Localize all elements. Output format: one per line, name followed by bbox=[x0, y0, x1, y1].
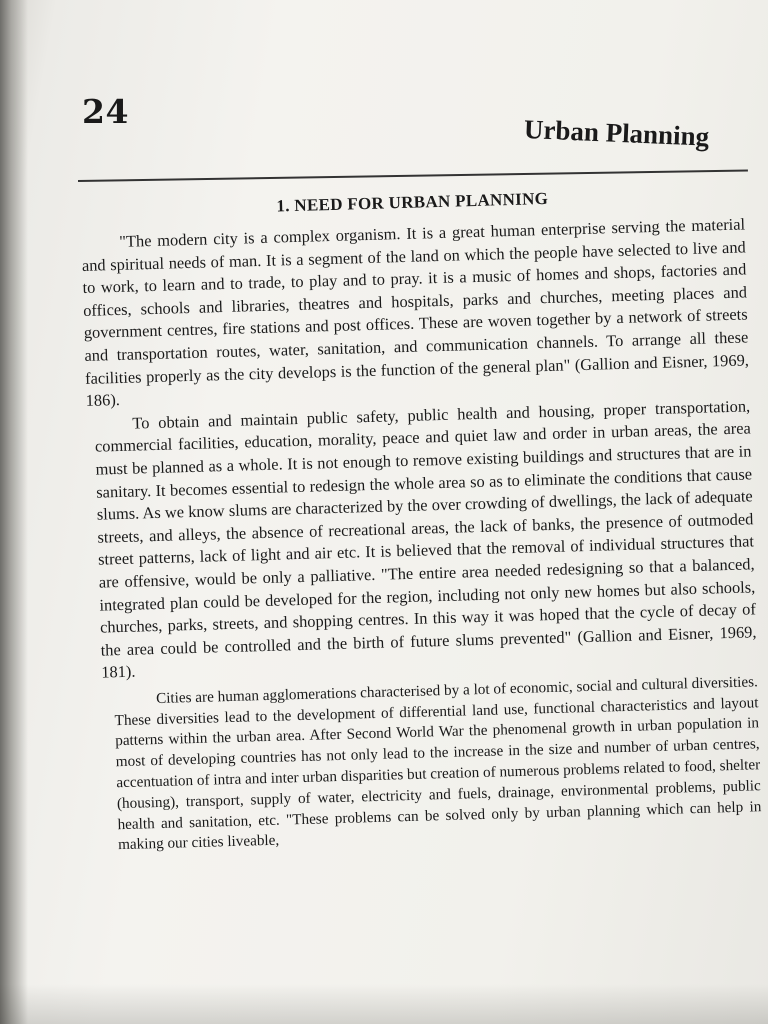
page-binding-shadow bbox=[0, 0, 28, 1024]
page-bottom-shadow bbox=[0, 984, 768, 1024]
paragraph-1: "The modern city is a complex organism. It is a great human enterprise serving the material and spiritual needs of man. It is a segment of the land on which the people have selected to live and to work, to learn and to trade, to play and to pray. it is a music of homes and shops, factories and offices, schools and libraries, theatres and hospitals, parks and churches, meeting places and government centres, fire stations and post offices. These are woven together by a network of streets and transportation routes, water, sanitation, and communication channels. To arrange all these facilities properly as the city develops is the function of the general plan" (Gallion and Eisner, 1969, 186). bbox=[81, 214, 750, 411]
section-heading: 1. NEED FOR URBAN PLANNING bbox=[276, 188, 549, 216]
paragraph-3: Cities are human agglomerations characterised by a lot of economic, social and cultural diversities. These diversities lead to the development of differential land use, functional characteristics and layout patterns within the urban area. After Second World War the phenomenal growth in urban population in most of developing countries has not only lead to the increase in the size and number of urban centres, accentuation of intra and inter urban disparities but creation of numerous problems related to food, shelter (housing), transport, supply of water, electricity and fuels, drainage, environmental problems, public health and sanitation, etc. "These problems can be solved only by urban planning which can help in making our cities liveable, bbox=[114, 673, 762, 854]
chapter-number: 24 bbox=[82, 92, 129, 131]
chapter-title: Urban Planning bbox=[523, 114, 710, 152]
chapter-body bbox=[80, 177, 762, 857]
paragraph-2: To obtain and maintain public safety, public health and housing, proper transportation, commercial facilities, education, morality, peace and quiet law and order in urban areas, the area must be planned as a whole. It is not enough to remove existing buildings and structures that are in sanitary. It becomes essential to redesign the whole area so as to eliminate the conditions that cause slums. As we know slums are characterized by the over crowding of dwellings, the lack of adequate streets, and alleys, the absence of recreational areas, the lack of banks, the presence of outmoded street patterns, lack of light and air etc. It is believed that the removal of individual structures that are offensive, would be only a palliative. "The entire area needed redesigning so that a balanced, integrated plan could be developed for the region, including not only new homes but also schools, churches, parks, streets, and shopping centres. In this way it was hoped that the cycle of decay of the area could be controlled and the birth of future slums prevented" (Gallion and Eisner, 1969, 181). bbox=[94, 396, 757, 682]
